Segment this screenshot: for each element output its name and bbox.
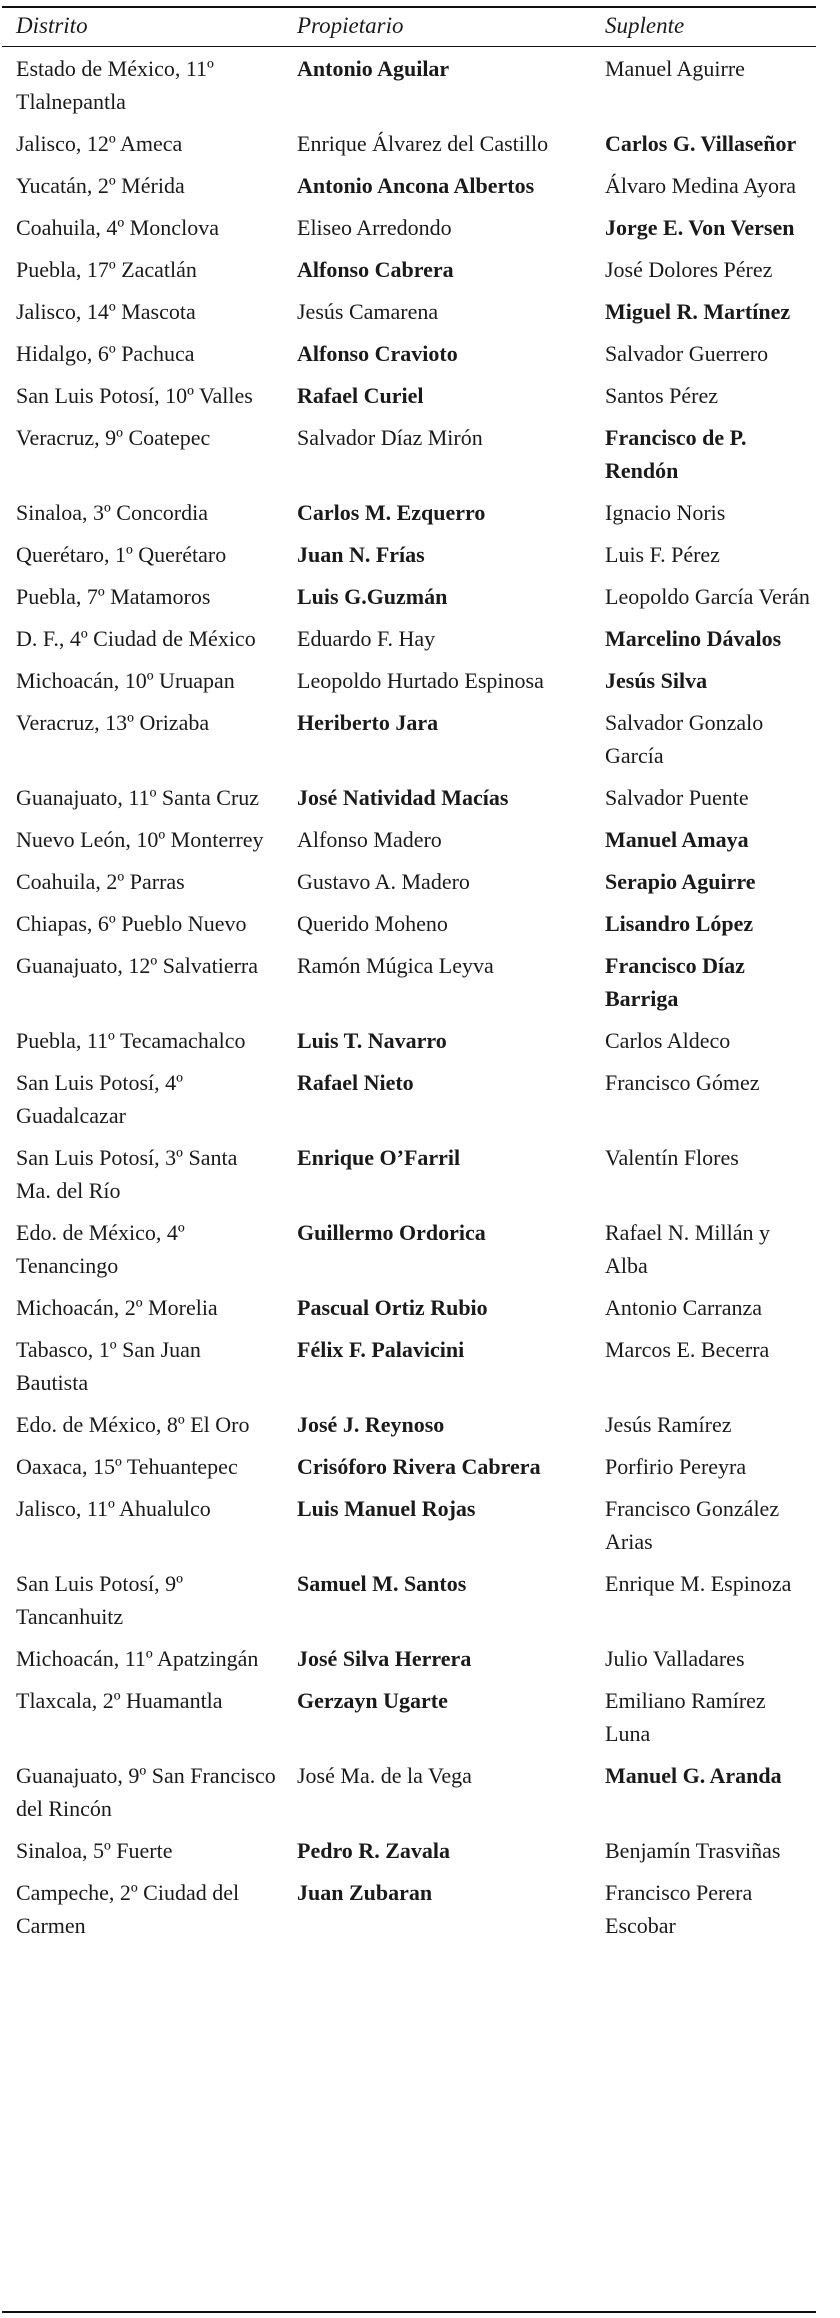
table-row (2, 859, 816, 901)
table-row (2, 1753, 816, 1828)
cell-suplente: Marcelino Dávalos (605, 626, 782, 651)
cell-distrito: Veracruz, 13º Orizaba (16, 710, 210, 735)
cell-suplente: Francisco González Arias (605, 1496, 780, 1554)
cell-distrito: Yucatán, 2º Mérida (16, 173, 185, 198)
cell-distrito: Michoacán, 10º Uruapan (16, 668, 235, 693)
cell-propietario: Carlos M. Ezquerro (297, 500, 486, 525)
cell-distrito: Sinaloa, 3º Concordia (16, 500, 208, 525)
cell-propietario: Juan N. Frías (297, 542, 425, 567)
cell-propietario: Samuel M. Santos (297, 1571, 467, 1596)
cell-propietario: José Natividad Macías (297, 785, 509, 810)
cell-propietario: Félix F. Palavicini (297, 1337, 465, 1362)
cell-suplente: Lisandro López (605, 911, 754, 936)
cell-propietario: Rafael Curiel (297, 383, 424, 408)
table-row (2, 1444, 816, 1486)
cell-suplente: Julio Valladares (605, 1646, 745, 1671)
cell-propietario: Eliseo Arredondo (297, 215, 452, 240)
cell-suplente: Salvador Guerrero (605, 341, 769, 366)
table-row (2, 1870, 816, 1945)
cell-distrito: D. F., 4º Ciudad de México (16, 626, 256, 651)
cell-suplente: Salvador Gonzalo García (605, 710, 764, 768)
cell-propietario: Antonio Ancona Albertos (297, 173, 535, 198)
cell-distrito: San Luis Potosí, 9º Tancanhuitz (16, 1571, 183, 1629)
table-row (2, 373, 816, 415)
cell-suplente: Manuel Amaya (605, 827, 749, 852)
table-row (2, 46, 816, 121)
cell-distrito: Estado de México, 11º Tlalnepantla (16, 56, 214, 114)
header-distrito: Distrito (16, 13, 88, 38)
cell-suplente: Carlos Aldeco (605, 1028, 731, 1053)
table-row (2, 1402, 816, 1444)
cell-suplente: Serapio Aguirre (605, 869, 756, 894)
cell-distrito: Michoacán, 11º Apatzingán (16, 1646, 259, 1671)
cell-distrito: San Luis Potosí, 10º Valles (16, 383, 253, 408)
cell-distrito: Edo. de México, 4º Tenancingo (16, 1220, 185, 1278)
table-row (2, 331, 816, 373)
cell-suplente: Enrique M. Espinoza (605, 1571, 792, 1596)
cell-suplente: Francisco Díaz Barriga (605, 953, 745, 1011)
table-row (2, 1327, 816, 1402)
cell-distrito: Jalisco, 12º Ameca (16, 131, 183, 156)
cell-distrito: Veracruz, 9º Coatepec (16, 425, 211, 450)
cell-suplente: Miguel R. Martínez (605, 299, 791, 324)
table-row (2, 1636, 816, 1678)
cell-propietario: Luis T. Navarro (297, 1028, 447, 1053)
cell-suplente: Porfirio Pereyra (605, 1454, 747, 1479)
cell-distrito: Hidalgo, 6º Pachuca (16, 341, 195, 366)
table-row (2, 121, 816, 163)
table-body (2, 46, 816, 1945)
cell-propietario: Alfonso Cravioto (297, 341, 458, 366)
table-row (2, 658, 816, 700)
cell-distrito: Michoacán, 2º Morelia (16, 1295, 218, 1320)
cell-suplente: Luis F. Pérez (605, 542, 720, 567)
cell-suplente: José Dolores Pérez (605, 257, 773, 282)
cell-propietario: Ramón Múgica Leyva (297, 953, 494, 978)
table-row (2, 247, 816, 289)
cell-distrito: Tabasco, 1º San Juan Bautista (16, 1337, 201, 1395)
cell-propietario: Juan Zubaran (297, 1880, 433, 1905)
cell-distrito: Puebla, 7º Matamoros (16, 584, 211, 609)
cell-suplente: Francisco Perera Escobar (605, 1880, 753, 1938)
table-row (2, 289, 816, 331)
cell-propietario: Querido Moheno (297, 911, 448, 936)
cell-propietario: Alfonso Cabrera (297, 257, 454, 282)
cell-propietario: Antonio Aguilar (297, 56, 450, 81)
header-suplente: Suplente (605, 13, 685, 38)
cell-distrito: Jalisco, 11º Ahualulco (16, 1496, 211, 1521)
cell-suplente: Valentín Flores (605, 1145, 739, 1170)
cell-suplente: Francisco de P. Rendón (605, 425, 747, 483)
cell-suplente: Marcos E. Becerra (605, 1337, 770, 1362)
table-row (2, 1561, 816, 1636)
cell-propietario: Eduardo F. Hay (297, 626, 436, 651)
table-row (2, 415, 816, 490)
cell-propietario: Heriberto Jara (297, 710, 439, 735)
cell-suplente: Emiliano Ramírez Luna (605, 1688, 766, 1746)
cell-suplente: Antonio Carranza (605, 1295, 762, 1320)
header-propietario: Propietario (297, 13, 404, 38)
cell-propietario: Luis Manuel Rojas (297, 1496, 476, 1521)
cell-suplente: Ignacio Noris (605, 500, 726, 525)
table-row (2, 163, 816, 205)
cell-propietario: Luis G.Guzmán (297, 584, 448, 609)
cell-suplente: Rafael N. Millán y Alba (605, 1220, 770, 1278)
cell-distrito: Querétaro, 1º Querétaro (16, 542, 227, 567)
bottom-rule (2, 2311, 816, 2313)
cell-suplente: Santos Pérez (605, 383, 719, 408)
cell-propietario: Gustavo A. Madero (297, 869, 470, 894)
cell-propietario: Enrique O’Farril (297, 1145, 461, 1170)
cell-suplente: Álvaro Medina Ayora (605, 173, 797, 198)
table-row (2, 1285, 816, 1327)
table-row (2, 943, 816, 1018)
cell-distrito: Campeche, 2º Ciudad del Carmen (16, 1880, 240, 1938)
cell-suplente: Carlos G. Villaseñor (605, 131, 797, 156)
cell-propietario: Enrique Álvarez del Castillo (297, 131, 549, 156)
cell-propietario: José Ma. de la Vega (297, 1763, 472, 1788)
cell-suplente: Jesús Ramírez (605, 1412, 732, 1437)
cell-distrito: Puebla, 11º Tecamachalco (16, 1028, 246, 1053)
cell-distrito: Chiapas, 6º Pueblo Nuevo (16, 911, 247, 936)
cell-propietario: Leopoldo Hurtado Espinosa (297, 668, 544, 693)
cell-distrito: Nuevo León, 10º Monterrey (16, 827, 264, 852)
cell-distrito: Edo. de México, 8º El Oro (16, 1412, 250, 1437)
cell-distrito: Oaxaca, 15º Tehuantepec (16, 1454, 238, 1479)
table-row (2, 1828, 816, 1870)
cell-propietario: José J. Reynoso (297, 1412, 445, 1437)
cell-suplente: Manuel Aguirre (605, 56, 745, 81)
deputies-table (2, 6, 816, 1945)
cell-distrito: Jalisco, 14º Mascota (16, 299, 196, 324)
cell-distrito: Coahuila, 4º Monclova (16, 215, 219, 240)
cell-suplente: Francisco Gómez (605, 1070, 760, 1095)
cell-propietario: Pascual Ortiz Rubio (297, 1295, 488, 1320)
table-row (2, 775, 816, 817)
cell-propietario: Pedro R. Zavala (297, 1838, 450, 1863)
cell-suplente: Leopoldo García Verán (605, 584, 810, 609)
cell-propietario: Rafael Nieto (297, 1070, 414, 1095)
cell-suplente: Salvador Puente (605, 785, 749, 810)
cell-propietario: Gerzayn Ugarte (297, 1688, 448, 1713)
table-row (2, 700, 816, 775)
cell-distrito: Guanajuato, 11º Santa Cruz (16, 785, 260, 810)
table-row (2, 1135, 816, 1210)
cell-distrito: San Luis Potosí, 3º Santa Ma. del Río (16, 1145, 238, 1203)
table-row (2, 616, 816, 658)
cell-distrito: San Luis Potosí, 4º Guadalcazar (16, 1070, 183, 1128)
cell-distrito: Guanajuato, 9º San Francisco del Rincón (16, 1763, 276, 1821)
cell-distrito: Guanajuato, 12º Salvatierra (16, 953, 259, 978)
cell-suplente: Manuel G. Aranda (605, 1763, 782, 1788)
table-row (2, 1678, 816, 1753)
cell-propietario: Guillermo Ordorica (297, 1220, 486, 1245)
cell-propietario: Alfonso Madero (297, 827, 442, 852)
table-row (2, 205, 816, 247)
cell-suplente: Benjamín Trasviñas (605, 1838, 781, 1863)
table-row (2, 1210, 816, 1285)
table-row (2, 901, 816, 943)
cell-suplente: Jesús Silva (605, 668, 708, 693)
table-row (2, 532, 816, 574)
cell-distrito: Coahuila, 2º Parras (16, 869, 185, 894)
table-row (2, 1060, 816, 1135)
table-header-row (2, 6, 816, 46)
table-row (2, 1486, 816, 1561)
cell-distrito: Puebla, 17º Zacatlán (16, 257, 197, 282)
cell-propietario: José Silva Herrera (297, 1646, 472, 1671)
cell-propietario: Salvador Díaz Mirón (297, 425, 483, 450)
table-row (2, 1018, 816, 1060)
cell-propietario: Jesús Camarena (297, 299, 439, 324)
cell-suplente: Jorge E. Von Versen (605, 215, 795, 240)
table-row (2, 817, 816, 859)
cell-distrito: Sinaloa, 5º Fuerte (16, 1838, 173, 1863)
cell-propietario: Crisóforo Rivera Cabrera (297, 1454, 541, 1479)
table-row (2, 574, 816, 616)
cell-distrito: Tlaxcala, 2º Huamantla (16, 1688, 223, 1713)
table-row (2, 490, 816, 532)
